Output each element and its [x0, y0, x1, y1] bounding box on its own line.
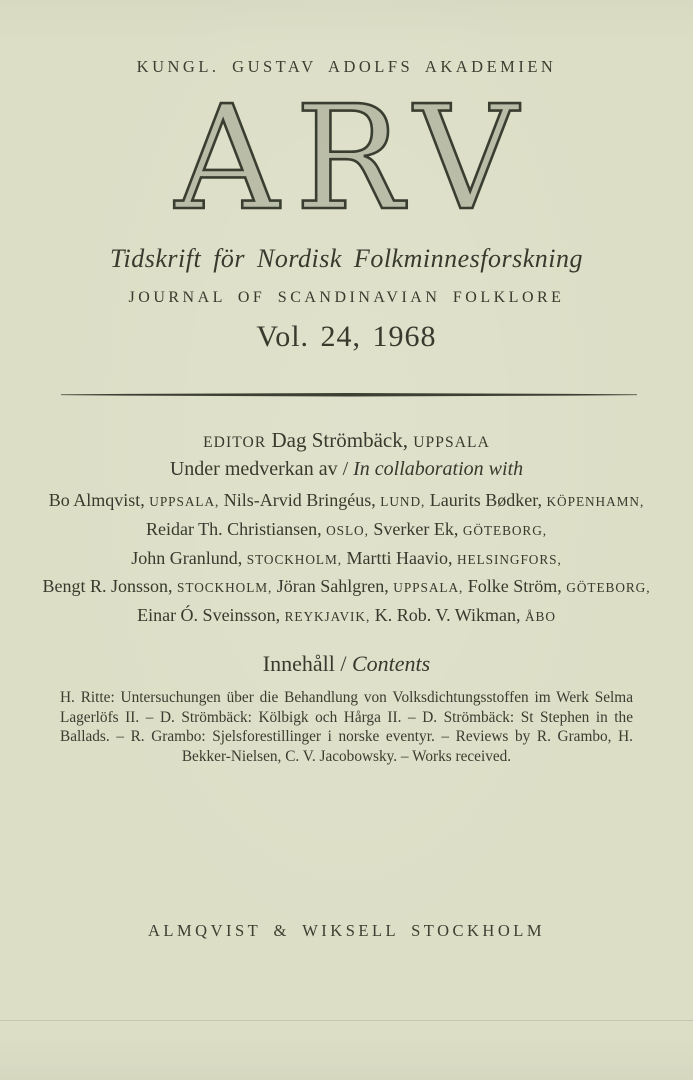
collaboration-intro — [0, 458, 693, 481]
text-segment: GÖTEBORG, — [566, 580, 651, 596]
collaborators-list — [0, 487, 693, 631]
contents-summary: H. Ritte: Untersuchungen über die Behandlung von Volksdichtungsstoffen im Werk Selma Lagerlöfs II. – D. Strömbäck: Kölbigk och Hårga II. – D. Strömbäck: St Stephen in the Ballads. – R. Grambo: Sjelsforestillinger i norske eventyr. – Reviews by R. Grambo, H. Bekker-Nielsen, C. V. Jacobowsky. – Works received. — [60, 689, 633, 765]
text-segment: Contents — [351, 651, 431, 676]
subtitle-english: JOURNAL OF SCANDINAVIAN FOLKLORE — [128, 289, 565, 306]
text-segment: UPPSALA, — [149, 494, 220, 509]
journal-logo — [0, 74, 693, 242]
text-segment: HELSINGFORS, — [456, 551, 562, 567]
divider-rule — [61, 393, 637, 397]
text-segment: REYKJAVIK, — [284, 609, 371, 625]
subtitle-swedish: Tidskrift för Nordisk Folkminnesforskning — [110, 244, 583, 273]
text-segment: John Granlund, — [131, 547, 247, 568]
text-segment: UPPSALA — [413, 434, 490, 451]
text-segment: Bengt R. Jonsson, — [42, 576, 178, 597]
text-segment: Sverker Ek, — [368, 518, 463, 539]
collaborator-line — [0, 487, 693, 516]
text-segment: Laurits Bødker, — [425, 490, 547, 510]
text-segment: In collaboration with — [353, 458, 524, 480]
text-segment: Reidar Th. Christiansen, — [145, 518, 327, 539]
collaborator-line — [0, 573, 693, 602]
text-segment: STOCKHOLM, — [177, 580, 273, 596]
volume-year: Vol. 24, 1968 — [256, 320, 437, 353]
text-segment: LUND, — [380, 494, 426, 509]
journal-logo-text: ARV — [175, 74, 534, 242]
text-segment: EDITOR — [203, 434, 267, 451]
text-segment: Innehåll / — [262, 651, 352, 676]
text-segment: UPPSALA, — [393, 580, 464, 596]
text-segment: Dag Strömbäck, — [266, 428, 414, 452]
collaborator-line — [0, 602, 693, 631]
publisher-imprint: ALMQVIST & WIKSELL STOCKHOLM — [147, 921, 546, 940]
text-segment: Jöran Sahlgren, — [272, 576, 394, 597]
text-segment: Einar Ó. Sveinsson, — [137, 605, 285, 626]
text-segment: STOCKHOLM, — [246, 551, 342, 567]
text-segment: Nils-Arvid Bringéus, — [219, 490, 381, 510]
contents-heading — [0, 651, 693, 677]
text-segment: ÅBO — [525, 609, 556, 625]
text-segment: Martti Haavio, — [342, 547, 457, 568]
text-segment: GÖTEBORG, — [462, 522, 548, 538]
collaborator-line — [0, 545, 693, 574]
collaborator-line — [0, 516, 693, 545]
editor-line — [0, 428, 693, 453]
text-segment: Folke Ström, — [463, 576, 567, 597]
text-segment: K. Rob. V. Wikman, — [370, 605, 526, 626]
text-segment: Bo Almqvist, — [48, 490, 150, 510]
text-segment: KÖPENHAMN, — [546, 494, 645, 509]
text-segment: OSLO, — [326, 522, 369, 538]
academy-name: KUNGL. GUSTAV ADOLFS AKADEMIEN — [136, 57, 557, 76]
scan-artifact-line — [0, 1020, 693, 1021]
text-segment: Under medverkan av / — [169, 458, 354, 480]
